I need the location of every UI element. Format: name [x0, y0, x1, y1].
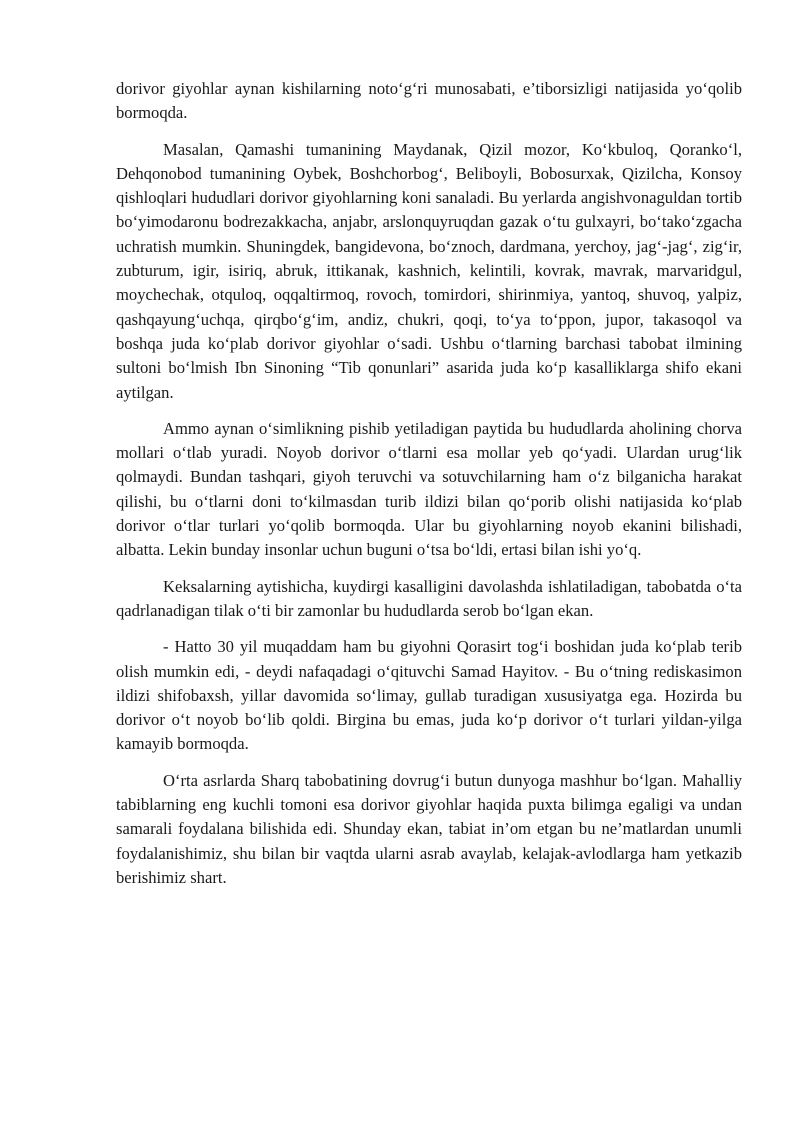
paragraph-elders-saying: Keksalarning aytishicha, kuydirgi kasalligini davolashda ishlatiladigan, tabobatda o‘ta qadrlanadigan tilak o‘ti bir zamonlar bu hududlarda serob bo‘lgan ekan. [116, 576, 742, 620]
paragraph-grazing-problem: Ammo aynan o‘simlikning pishib yetiladigan paytida bu hududlarda aholining chorva mollari o‘tlab yuradi. Noyob dorivor o‘tlarni esa mollar yeb qo‘yadi. Ulardan urug‘lik qolmaydi. Bundan tashqari, giyoh teruvchi va sotuvchilarning ham o‘z bilganicha harakat qilishi, bu o‘tlarni doni to‘kilmasdan turib ildizi bilan qo‘porib olishi natijasida ko‘plab dorivor o‘tlar turlari yo‘qolib bormoqda. Ular bu giyohlarning noyob ekanini bilishadi, albatta. Lekin bunday insonlar uchun buguni o‘tsa bo‘ldi, ertasi bilan ishi yo‘q. [116, 418, 742, 560]
document-body [116, 77, 742, 902]
paragraph-continuation: dorivor giyohlar aynan kishilarning noto‘g‘ri munosabati, e’tiborsizligi natijasida yo‘qolib bormoqda. [116, 79, 742, 123]
paragraph-plant-locations: Masalan, Qamashi tumanining Maydanak, Qizil mozor, Ko‘kbuloq, Qoranko‘l, Dehqonobod tumanining Oybek, Boshchorbog‘, Beliboyli, Bobosurxak, Qizilcha, Konsoy qishloqlari hududlari dorivor giyohlarning koni sanaladi. Bu yerlarda angishvonaguldan tortib bo‘yimodaronu bodrezakkacha, anjabr, arslonquyruqdan gazak o‘tu gulxayri, bo‘tako‘zgacha uchratish mumkin. Shuningdek, bangidevona, bo‘znoch, dardmana, yerchoy, jag‘-jag‘, zig‘ir, zubturum, igir, isiriq, abruk, ittikanak, kashnich, kelintili, kovrak, mavrak, marvaridgul, moychechak, otquloq, oqqaltirmoq, rovoch, tomirdori, shirinmiya, yantoq, shuvoq, yalpiz, qashqayung‘uchqa, qirqbo‘g‘im, andiz, chukri, qoqi, to‘ya to‘ppon, jupor, takasoqol va boshqa juda ko‘plab dorivor giyohlar o‘sadi. Ushbu o‘tlarning barchasi tabobat ilmining sultoni bo‘lmish Ibn Sinoning “Tib qonunlari” asarida juda ko‘p kasalliklarga shifo ekani aytilgan. [116, 139, 742, 402]
paragraph-conclusion: O‘rta asrlarda Sharq tabobatining dovrug‘i butun dunyoga mashhur bo‘lgan. Mahalliy tabiblarning eng kuchli tomoni esa dorivor giyohlar haqida puxta bilimga egaligi va undan samarali foydalana bilishida edi. Shunday ekan, tabiat in’om etgan bu ne’matlardan unumli foydalanishimiz, shu bilan bir vaqtda ularni asrab avaylab, kelajak-avlodlarga ham yetkazib berishimiz shart. [116, 770, 742, 887]
paragraph-teacher-quote: - Hatto 30 yil muqaddam ham bu giyohni Qorasirt tog‘i boshidan juda ko‘plab terib olish mumkin edi, - deydi nafaqadagi o‘qituvchi Samad Hayitov. - Bu o‘tning rediskasimon ildizi shifobaxsh, yillar davomida so‘limay, gullab turadigan xususiyatga ega. Hozirda bu dorivor o‘t noyob bo‘lib qoldi. Birgina bu emas, juda ko‘p dorivor o‘t turlari yildan-yilga kamayib bormoqda. [116, 637, 742, 754]
